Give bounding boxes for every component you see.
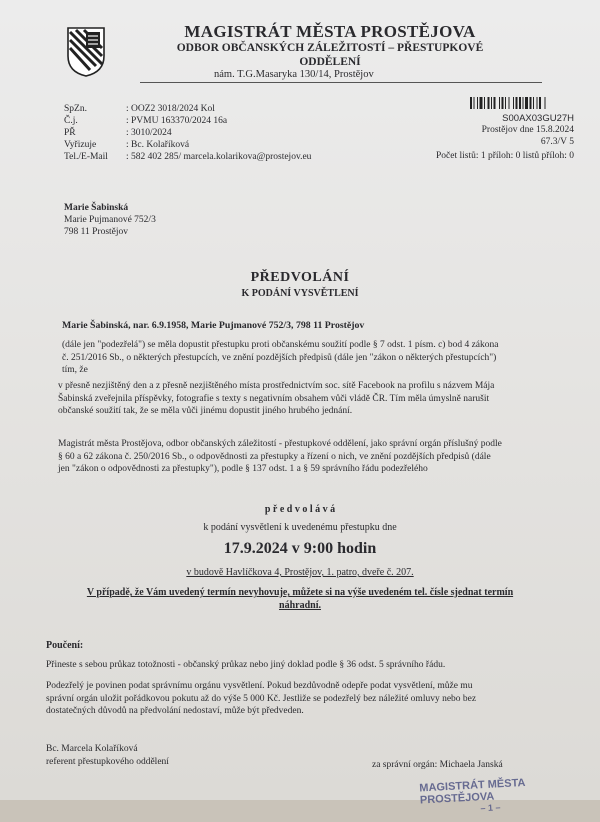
header-divider: [140, 82, 542, 83]
offense-line-1: (dále jen "podezřelá") se měla dopustit přestupku proti občanskému soužití podle § 7 odst. 1 písm. c) bod 4 zákona: [62, 340, 499, 350]
stamp-line-2: – 1 –: [480, 802, 501, 814]
reschedule-warning-line-2: náhradní.: [279, 600, 321, 611]
paragraph-offense: [62, 339, 498, 377]
vyrizuje-label: Vyřizuje: [64, 140, 97, 150]
signatory-name: Bc. Marcela Kolaříková: [46, 744, 138, 754]
recipient-name: Marie Šabinská: [64, 203, 129, 213]
reschedule-warning-line-1: V případě, že Vám uvedený termín nevyhovuje, můžete si na výše uvedeném tel. čísle sjednat termín: [86, 587, 514, 598]
hearing-datetime: 17.9.2024 v 9:00 hodin: [223, 540, 377, 557]
department-line-1: ODBOR OBČANSKÝCH ZÁLEŽITOSTÍ – PŘESTUPKOVÉ: [176, 42, 484, 54]
authority-address: nám. T.G.Masaryka 130/14, Prostějov: [214, 69, 374, 80]
obligation-line-2: správní orgán uložit pořádkovou pokutu až do výše 5 000 Kč. Jestliže se podezřelý bez náležité omluvy nebo bez: [46, 693, 477, 704]
authority-line-2: § 60 a 62 zákona č. 250/2016 Sb., o odpovědnosti za přestupky a řízení o nich, ve znění pozdějších předpisů (dále: [58, 451, 491, 462]
archive-mark: 67.3/V 5: [540, 137, 574, 147]
pr-value: : 3010/2024: [126, 128, 172, 138]
description-line-1: v přesně nezjištěný den a z přesně nezjištěného místa prostřednictvím soc. sítě Facebook na profilu s názvem Mája: [58, 381, 495, 391]
document-title: PŘEDVOLÁNÍ: [250, 270, 350, 285]
advice-id-document: Přineste s sebou průkaz totožnosti - občanský průkaz nebo jiný doklad podle § 36 odst. 5 správního řádu.: [46, 660, 446, 670]
cj-value: : PVMU 163370/2024 16a: [126, 116, 228, 126]
advice-obligation: [46, 680, 476, 718]
summons-purpose: k podání vysvětlení k uvedenému přestupku dne: [203, 522, 397, 533]
tel-email-label: Tel./E-Mail: [64, 152, 108, 162]
stamp-line-1: MAGISTRÁT MĚSTA PROSTĚJOVA: [419, 776, 526, 807]
department-line-2: ODDĚLENÍ: [299, 56, 361, 68]
document-subtitle: K PODÁNÍ VYSVĚTLENÍ: [241, 288, 359, 299]
pr-label: PŘ: [64, 128, 76, 138]
tel-email-value: : 582 402 285/ marcela.kolarikova@prostejov.eu: [126, 152, 312, 162]
spzn-label: SpZn.: [64, 104, 87, 114]
offense-line-2: č. 251/2016 Sb., o některých přestupcích, ve znění pozdějších předpisů (dále jen "zákon o některých přestupcích"): [62, 352, 497, 363]
advice-heading: Poučení:: [46, 640, 84, 651]
offense-line-3: tím, že: [62, 365, 88, 376]
city-crest-icon: [66, 26, 106, 78]
authority-title: MAGISTRÁT MĚSTA PROSTĚJOVA: [184, 22, 476, 41]
page-counts: Počet listů: 1 příloh: 0 listů příloh: 0: [435, 151, 574, 161]
hearing-location: v budově Havlíčkova 4, Prostějov, 1. patro, dveře č. 207.: [186, 567, 414, 578]
authority-signature: za správní orgán: Michaela Janská: [372, 760, 503, 770]
official-stamp: [419, 774, 591, 822]
spzn-value: : OOZ2 3018/2024 Kol: [126, 104, 215, 114]
summons-word: p ř e d v o l á v á: [264, 504, 336, 515]
vyrizuje-value: : Bc. Kolaříková: [126, 140, 190, 150]
obligation-line-3: dostatečných důvodů na předvolání nedostaví, může být předveden.: [46, 706, 304, 717]
description-line-2: Šabinská zveřejnila příspěvky, fotografie s texty s negativním obsahem vůči vládě ČR. Tím měla úmyslně narušit: [58, 393, 490, 404]
authority-line-3: jen "zákon o odpovědnosti za přestupky"), podle § 137 odst. 1 a § 59 správního řádu podezřelého: [58, 464, 428, 475]
paragraph-description: [58, 380, 494, 418]
authority-line-1: Magistrát města Prostějova, odbor občanských záležitostí - přestupkové oddělení, jako správní orgán příslušný podle: [58, 439, 502, 449]
description-line-3: občanské soužití tak, že se měla vůči jinému dopustit jiného hrubého jednání.: [58, 406, 353, 417]
barcode-code: S00AX03GU27H: [502, 113, 574, 124]
signatory-role: referent přestupkového oddělení: [46, 757, 169, 767]
recipient-street: Marie Pujmanové 752/3: [64, 215, 156, 225]
recipient-city: 798 11 Prostějov: [64, 227, 129, 237]
accused-person-line: Marie Šabinská, nar. 6.9.1958, Marie Pujmanové 752/3, 798 11 Prostějov: [62, 320, 365, 331]
paragraph-authority: [58, 438, 502, 476]
obligation-line-1: Podezřelý je povinen podat správnímu orgánu vysvětlení. Pokud bezdůvodně odepře podat vysvětlení, může mu: [46, 681, 473, 691]
document-date: Prostějov dne 15.8.2024: [481, 125, 574, 135]
barcode-icon: [470, 97, 578, 109]
cj-label: Č.j.: [64, 116, 78, 126]
